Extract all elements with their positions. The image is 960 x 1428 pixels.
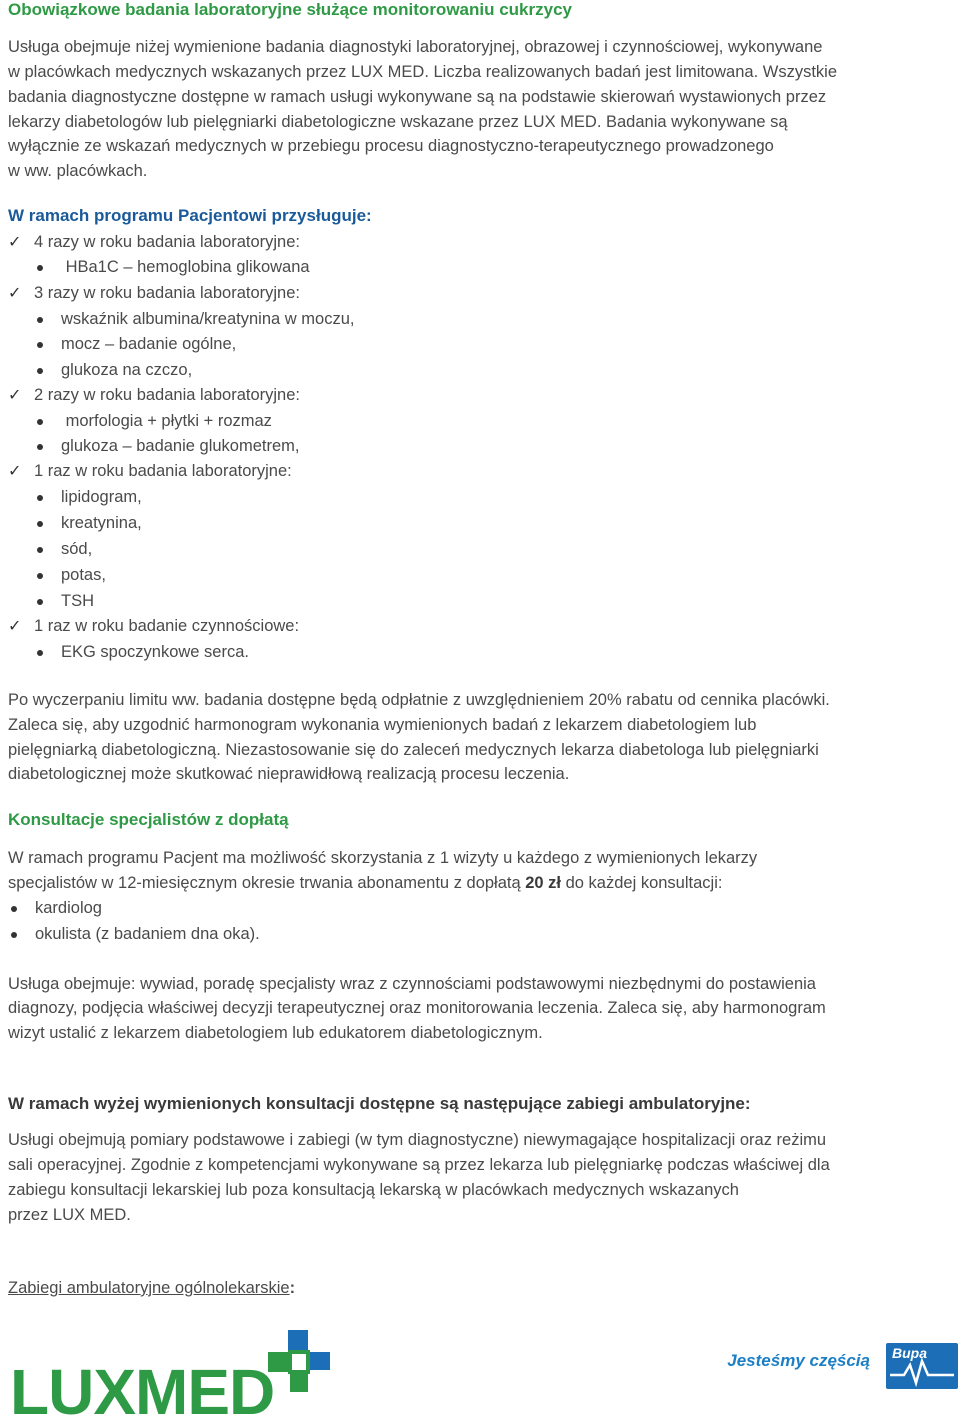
list-item: potas,	[34, 563, 106, 588]
luxmed-wordmark: LUXMED	[10, 1356, 275, 1428]
group-label: ✓ 4 razy w roku badania laboratoryjne:	[8, 230, 300, 255]
checkmark-icon: ✓	[8, 463, 22, 480]
list-item: mocz – badanie ogólne,	[34, 332, 236, 357]
list-item: kreatynina,	[34, 511, 142, 536]
group-label: ✓ 2 razy w roku badania laboratoryjne:	[8, 383, 300, 408]
group-label: ✓ 3 razy w roku badania laboratoryjne:	[8, 281, 300, 306]
limit-line: Zaleca się, aby uzgodnić harmonogram wykonania wymienionych badań z lekarzem diabetologiem lub	[8, 716, 757, 734]
limit-line: pielęgniarką diabetologiczną. Niezastosowanie się do zaleceń medycznych lekarza diabetologa lub pielęgniarki	[8, 741, 819, 759]
bullet-icon	[34, 255, 61, 280]
ambulatory-heading: W ramach wyżej wymienionych konsultacji dostępne są następujące zabiegi ambulatoryjne:	[8, 1094, 751, 1113]
limit-line: diabetologicznej może skutkować nieprawidłową realizacją procesu leczenia.	[8, 765, 570, 783]
intro-line: lekarzy diabetologów lub pielęgniarki diabetologiczne wskazane przez LUX MED. Badania wykonywane są	[8, 113, 788, 131]
checkmark-icon: ✓	[8, 285, 22, 302]
checkmark-icon: ✓	[8, 387, 22, 404]
intro-line: badania diagnostyczne dostępne w ramach usługi wykonywane są na podstawie skierowań wystawionych przez	[8, 88, 827, 106]
list-item: HBa1C – hemoglobina glikowana	[34, 255, 310, 280]
service-line: wizyt ustalić z lekarzem diabetologiem lub edukatorem diabetologicznym.	[8, 1024, 543, 1042]
heartbeat-icon	[886, 1343, 958, 1389]
bullet-icon	[34, 409, 61, 434]
checkmark-icon: ✓	[8, 618, 22, 635]
intro-line: Usługa obejmuje niżej wymienione badania diagnostyki laboratoryjnej, obrazowej i czynnościowej, wykonywane	[8, 38, 823, 56]
list-item: EKG spoczynkowe serca.	[34, 640, 249, 665]
list-item: okulista (z badaniem dna oka).	[8, 922, 260, 947]
list-item: glukoza – badanie glukometrem,	[34, 434, 299, 459]
list-item: glukoza na czczo,	[34, 358, 192, 383]
bupa-box	[886, 1343, 958, 1389]
ambulatory-line: przez LUX MED.	[8, 1206, 131, 1224]
ambulatory-line: zabiegu konsultacji lekarskiej lub poza konsultacją lekarską w placówkach medycznych wskazanych	[8, 1181, 739, 1199]
list-item: wskaźnik albumina/kreatynina w moczu,	[34, 307, 354, 332]
page-title: Obowiązkowe badania laboratoryjne służące monitorowaniu cukrzycy	[8, 0, 572, 19]
bullet-icon	[34, 358, 61, 383]
bullet-icon	[34, 537, 61, 562]
general-procedures-link[interactable]: Zabiegi ambulatoryjne ogólnolekarskie:	[8, 1279, 296, 1297]
luxmed-logo	[10, 1322, 340, 1428]
bullet-icon	[34, 332, 61, 357]
bullet-icon	[8, 896, 35, 921]
list-item: sód,	[34, 537, 92, 562]
consult-line: W ramach programu Pacjent ma możliwość skorzystania z 1 wizyty u każdego z wymienionych lekarzy	[8, 849, 758, 867]
bullet-icon	[34, 511, 61, 536]
ambulatory-line: sali operacyjnej. Zgodnie z kompetencjami wykonywane są przez lekarza lub pielęgniarkę podczas właściwej dla	[8, 1156, 830, 1174]
bupa-tagline: Jesteśmy częścią	[727, 1351, 870, 1370]
list-item: lipidogram,	[34, 485, 142, 510]
list-item: kardiolog	[8, 896, 102, 921]
bupa-wordmark: Bupa	[892, 1345, 927, 1361]
program-heading: W ramach programu Pacjentowi przysługuje:	[8, 206, 372, 225]
bullet-icon	[34, 640, 61, 665]
ambulatory-line: Usługi obejmują pomiary podstawowe i zabiegi (w tym diagnostyczne) niewymagające hospitalizacji oraz reżimu	[8, 1131, 827, 1149]
bullet-icon	[34, 485, 61, 510]
limit-line: Po wyczerpaniu limitu ww. badania dostępne będą odpłatnie z uwzględnieniem 20% rabatu od cennika placówki.	[8, 691, 830, 709]
service-line: Usługa obejmuje: wywiad, poradę specjalisty wraz z czynnościami podstawowymi niezbędnymi do postawienia	[8, 975, 816, 993]
bullet-icon	[34, 434, 61, 459]
group-label: ✓ 1 raz w roku badanie czynnościowe:	[8, 614, 299, 639]
checkmark-icon: ✓	[8, 234, 22, 251]
list-item: morfologia + płytki + rozmaz	[34, 409, 272, 434]
list-item: TSH	[34, 589, 94, 614]
group-label: ✓ 1 raz w roku badania laboratoryjne:	[8, 459, 292, 484]
intro-line: w placówkach medycznych wskazanych przez LUX MED. Liczba realizowanych badań jest limitowana. Wszystkie	[8, 63, 837, 81]
consult-line: specjalistów w 12-miesięcznym okresie trwania abonamentu z dopłatą 20 zł do każdej konsultacji:	[8, 874, 723, 892]
bullet-icon	[34, 563, 61, 588]
bullet-icon	[34, 589, 61, 614]
consult-heading: Konsultacje specjalistów z dopłatą	[8, 810, 289, 829]
intro-line: w ww. placówkach.	[8, 162, 148, 180]
intro-line: wyłącznie ze wskazań medycznych w przebiegu procesu diagnostyczno-terapeutycznego prowadzonego	[8, 137, 774, 155]
service-line: diagnozy, podjęcia właściwej decyzji terapeutycznej oraz monitorowania leczenia. Zaleca się, aby harmonogram	[8, 999, 826, 1017]
bullet-icon	[34, 307, 61, 332]
bupa-logo	[708, 1343, 958, 1393]
bullet-icon	[8, 922, 35, 947]
